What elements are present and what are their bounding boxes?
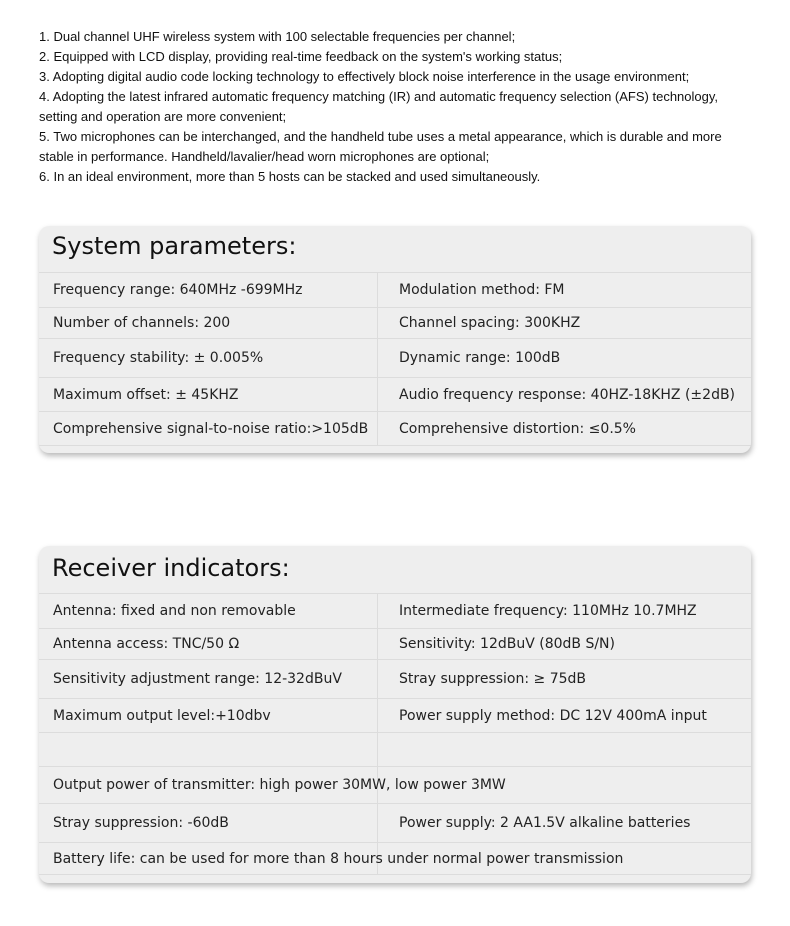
param-cell: Dynamic range: 100dB: [399, 350, 561, 366]
param-cell: Intermediate frequency: 110MHz 10.7MHZ: [399, 603, 697, 619]
param-cell: Antenna access: TNC/50 Ω: [39, 629, 378, 659]
feature-item: 1. Dual channel UHF wireless system with 100 selectable frequencies per channel;: [39, 29, 516, 44]
param-cell: Channel spacing: 300KHZ: [399, 315, 581, 331]
feature-item: 3. Adopting digital audio code locking technology to effectively block noise interference in the usage environment;: [39, 69, 690, 84]
param-cell: Maximum offset: ± 45KHZ: [39, 378, 378, 411]
feature-item: 4. Adopting the latest infrared automatic frequency matching (IR) and automatic frequency selection (AFS) technology, setting and operation are more convenient;: [39, 89, 719, 124]
param-cell: [39, 733, 378, 766]
param-cell: Modulation method: FM: [399, 282, 565, 298]
param-cell: Sensitivity adjustment range: 12-32dBuV: [39, 660, 378, 698]
table-row: [39, 843, 751, 875]
table-row-empty: [39, 733, 751, 767]
table-row: [39, 594, 751, 629]
table-row: [39, 412, 751, 446]
param-cell: Battery life: can be used for more than 8 hours under normal power transmission: [53, 850, 624, 867]
table-row: [39, 767, 751, 804]
table-row: [39, 629, 751, 660]
param-cell: [378, 733, 751, 766]
table-row: [39, 378, 751, 412]
param-cell: Maximum output level:+10dbv: [39, 699, 378, 732]
feature-list: [39, 27, 759, 187]
receiver-indicators-card: [39, 546, 751, 883]
table-row: [39, 308, 751, 339]
param-cell: Output power of transmitter: high power 30MW, low power 3MW: [53, 777, 506, 793]
card-title: Receiver indicators:: [39, 546, 751, 594]
feature-item: 6. In an ideal environment, more than 5 hosts can be stacked and used simultaneously.: [39, 169, 541, 184]
table-row: [39, 339, 751, 378]
table-row: [39, 699, 751, 733]
param-cell: Audio frequency response: 40HZ-18KHZ (±2dB): [399, 386, 736, 403]
table-row: [39, 804, 751, 843]
param-cell: Frequency stability: ± 0.005%: [39, 339, 378, 377]
card-title: System parameters:: [39, 226, 751, 273]
param-cell: Antenna: fixed and non removable: [39, 594, 378, 628]
param-cell: Power supply: 2 AA1.5V alkaline batteries: [399, 815, 691, 831]
table-row: [39, 660, 751, 699]
param-cell: Stray suppression: -60dB: [39, 804, 378, 842]
param-cell: Number of channels: 200: [39, 308, 378, 338]
param-cell: Power supply method: DC 12V 400mA input: [399, 707, 707, 724]
param-cell: Stray suppression: ≥ 75dB: [399, 671, 587, 687]
param-cell: Frequency range: 640MHz -699MHz: [39, 273, 378, 307]
feature-item: 2. Equipped with LCD display, providing real-time feedback on the system's working status;: [39, 49, 563, 64]
param-cell: Sensitivity: 12dBuV (80dB S/N): [399, 636, 615, 652]
table-row: [39, 273, 751, 308]
feature-item: 5. Two microphones can be interchanged, and the handheld tube uses a metal appearance, which is durable and more stable in performance. Handheld/lavalier/head worn microphones are optional;: [39, 129, 722, 164]
param-cell: Comprehensive signal-to-noise ratio:>105dB: [39, 412, 378, 445]
system-parameters-card: [39, 226, 751, 453]
param-cell: Comprehensive distortion: ≤0.5%: [399, 420, 636, 437]
